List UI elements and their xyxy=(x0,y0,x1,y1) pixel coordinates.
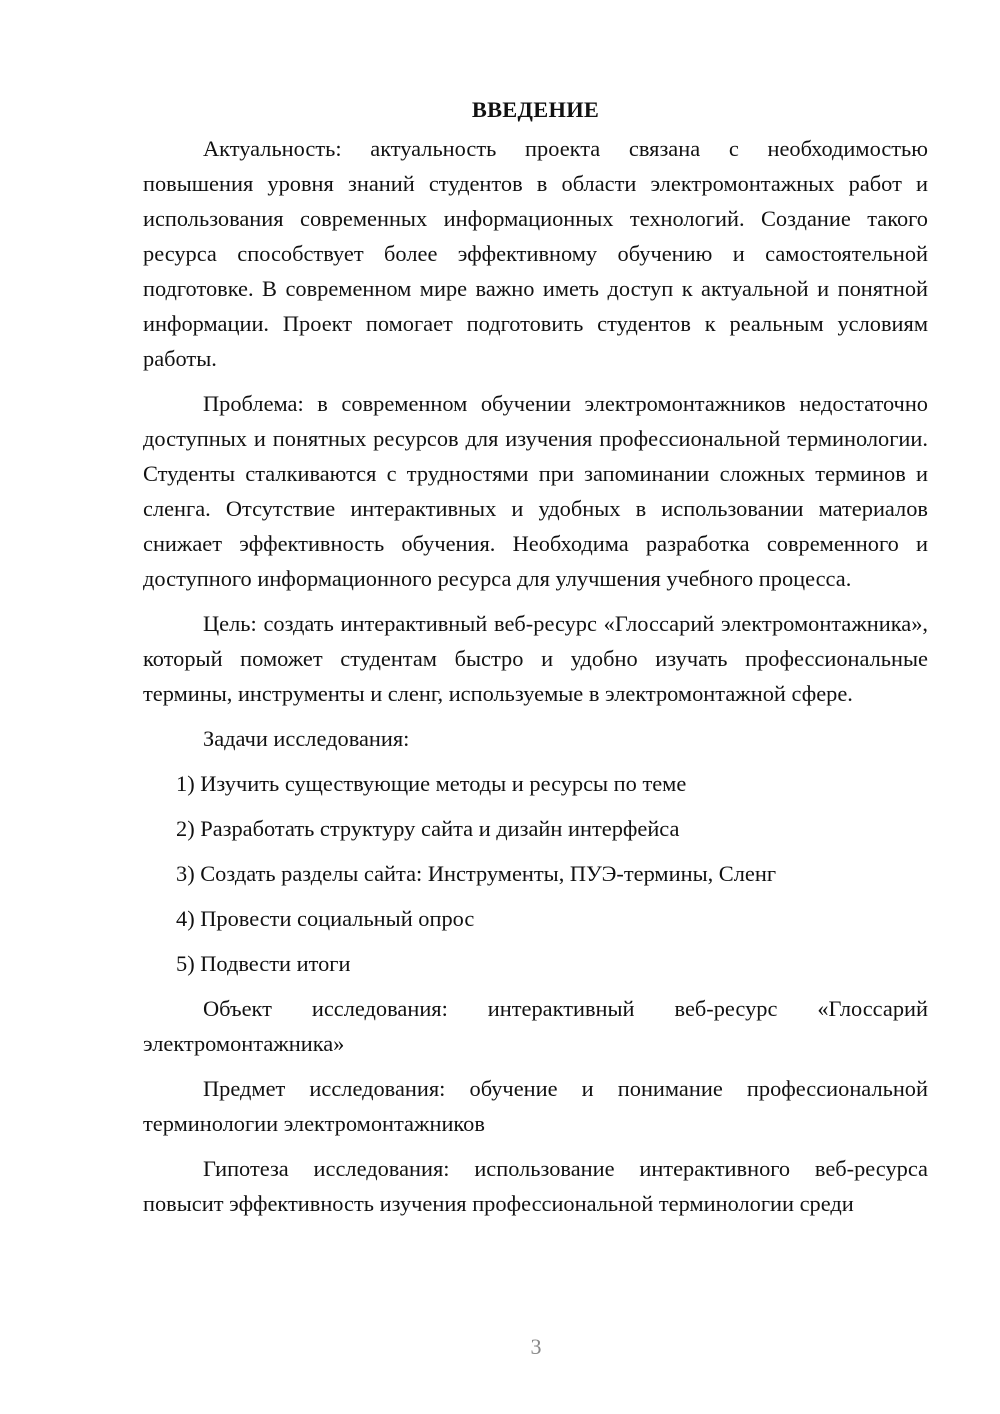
goal-paragraph: Цель: создать интерактивный веб-ресурс «Глоссарий электромонтажника», который поможет студентам быстро и удобно изучать профессиональные термины, инструменты и сленг, используемые в электромонтажной сфере. xyxy=(143,611,928,706)
section-title: ВВЕДЕНИЕ xyxy=(471,97,600,122)
task-item: 1) Изучить существующие методы и ресурсы по теме xyxy=(176,771,687,796)
relevance-paragraph: Актуальность: актуальность проекта связана с необходимостью повышения уровня знаний студентов в области электромонтажных работ и использования современных информационных технологий. Создание такого ресурса способствует более эффективному обучению и самостоятельной подготовке. В современном мире важно иметь доступ к актуальной и понятной информации. Проект помогает подготовить студентов к реальным условиям работы. xyxy=(143,136,928,371)
task-item: 3) Создать разделы сайта: Инструменты, ПУЭ-термины, Сленг xyxy=(176,861,777,886)
problem-paragraph: Проблема: в современном обучении электромонтажников недостаточно доступных и понятных ресурсов для изучения профессиональной терминологии. Студенты сталкиваются с трудностями при запоминании сложных терминов и сленга. Отсутствие интерактивных и удобных в использовании материалов снижает эффективность обучения. Необходима разработка современного и доступного информационного ресурса для улучшения учебного процесса. xyxy=(143,391,928,591)
task-item: 2) Разработать структуру сайта и дизайн интерфейса xyxy=(176,816,680,841)
object-paragraph: Объект исследования: интерактивный веб-ресурс «Глоссарий электромонтажника» xyxy=(143,996,928,1056)
task-item: 4) Провести социальный опрос xyxy=(176,906,475,931)
subject-paragraph: Предмет исследования: обучение и понимание профессиональной терминологии электромонтажников xyxy=(143,1076,928,1136)
hypothesis-paragraph: Гипотеза исследования: использование интерактивного веб-ресурса повысит эффективность изучения профессиональной терминологии среди xyxy=(143,1156,928,1216)
tasks-heading: Задачи исследования: xyxy=(203,726,410,751)
task-item: 5) Подвести итоги xyxy=(176,951,351,976)
page-number: 3 xyxy=(530,1334,542,1359)
page-content xyxy=(143,92,928,1231)
